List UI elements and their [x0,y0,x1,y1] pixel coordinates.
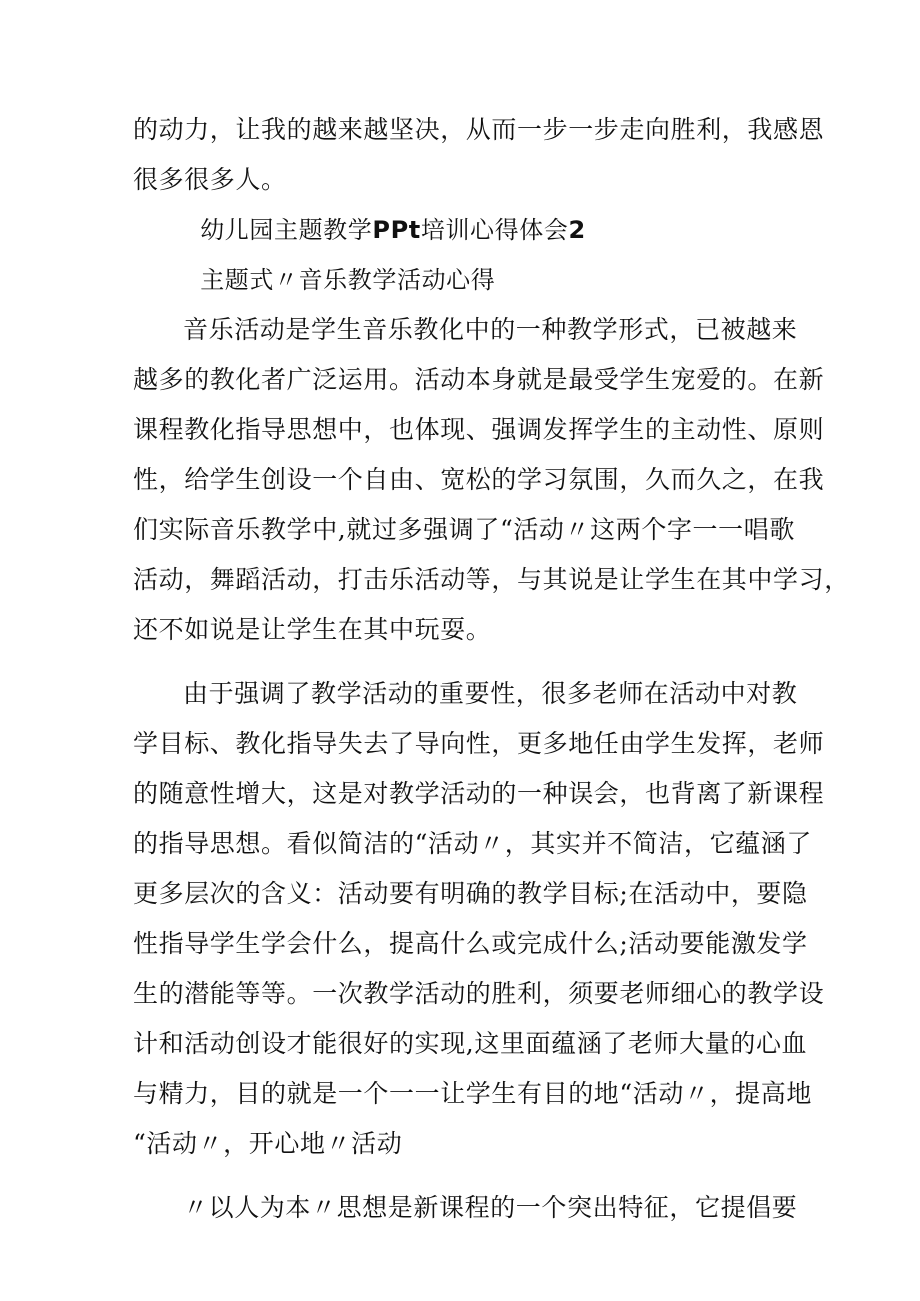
heading-bold-term: PPt [372,216,421,244]
paragraph-people-oriented [133,1183,798,1233]
text-line: 性指导学生学会什么，提高什么或完成什么;活动要能激发学 [133,929,808,958]
text-line: “活动〃，开心地〃活动 [133,1129,403,1158]
section-heading [133,205,793,255]
text-line: 更多层次的含义：活动要有明确的教学目标;在活动中，要隐 [133,879,808,908]
text-line: 计和活动创设才能很好的实现,这里面蕴涵了老师大量的心血 [133,1029,808,1058]
text-line: 的随意性增大，这是对教学活动的一种误会，也背离了新课程 [133,779,825,808]
text-line: 还不如说是让学生在其中玩耍。 [133,615,492,644]
paragraph-continuation [133,105,825,205]
paragraph-music-activity [133,305,850,655]
section-subheading: 主题式〃音乐教学活动心得 [200,266,496,294]
heading-number: 2 [568,216,586,244]
text-line: 由于强调了教学活动的重要性，很多老师在活动中对教 [183,679,798,708]
heading-suffix: 培训心得体会 [420,216,569,244]
heading-prefix: 幼儿园主题教学 [200,216,373,244]
paragraph-activity-importance [133,669,825,1169]
text-line: 越多的教化者广泛运用。活动本身就是最受学生宠爱的。在新 [133,365,825,394]
text-line: 活动，舞蹈活动，打击乐活动等，与其说是让学生在其中学习， [133,565,850,594]
text-line: 生的潜能等等。一次教学活动的胜利，须要老师细心的教学设 [133,979,825,1008]
text-line: 性，给学生创设一个自由、宽松的学习氛围，久而久之，在我 [133,465,825,494]
text-line: 学目标、教化指导失去了导向性，更多地任由学生发挥，老师 [133,729,825,758]
text-line: 们实际音乐教学中,就过多强调了“活动〃这两个字一一唱歌 [133,515,795,544]
text-line: 的指导思想。看似简洁的“活动〃，其实并不简洁，它蕴涵了 [133,829,812,858]
text-line: 课程教化指导思想中，也体现、强调发挥学生的主动性、原则 [133,415,825,444]
text-line: 与精力，目的就是一个一一让学生有目的地“活动〃，提高地 [133,1079,812,1108]
text-line: 很多很多人。 [133,165,287,194]
text-line: 的动力，让我的越来越坚决，从而一步一步走向胜利，我感恩 [133,115,825,144]
text-line: 〃以人为本〃思想是新课程的一个突出特征，它提倡要 [183,1193,798,1222]
document-content [133,105,850,1233]
text-line: 音乐活动是学生音乐教化中的一种教学形式，已被越来 [183,315,798,344]
